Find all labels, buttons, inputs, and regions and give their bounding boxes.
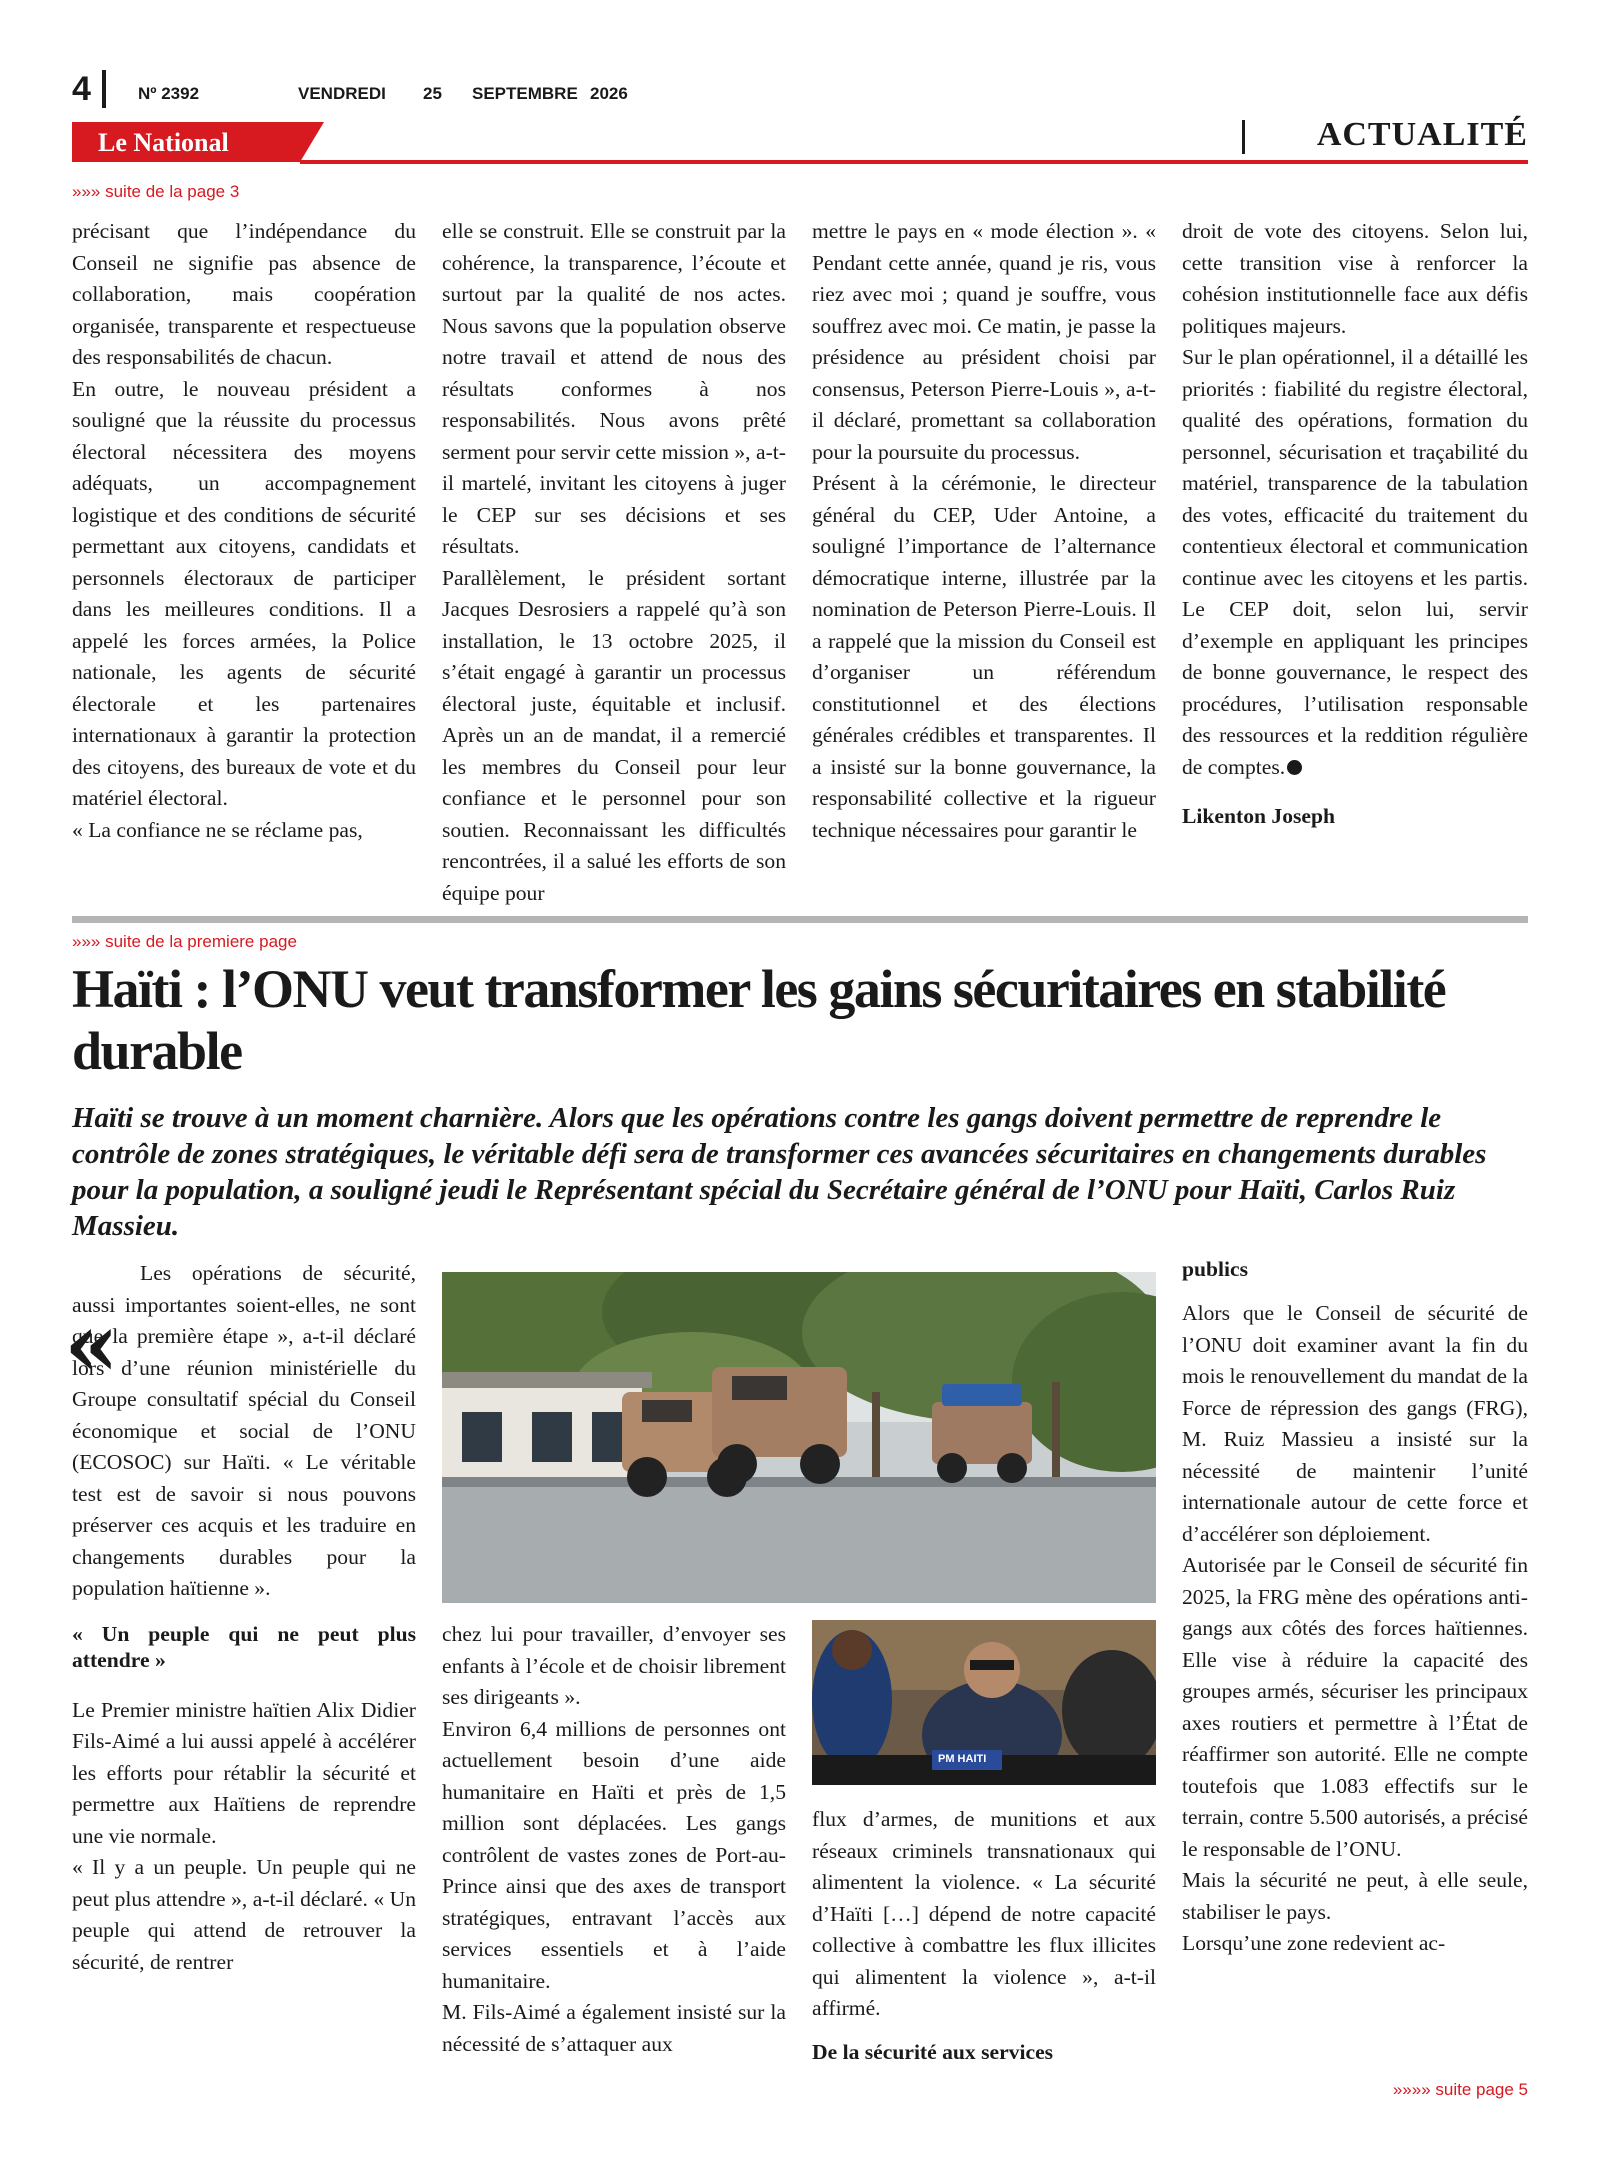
- issue-month: SEPTEMBRE: [472, 84, 578, 103]
- main-article-column-4: [1182, 1256, 1528, 2056]
- speaker-photo: [812, 1620, 1156, 1785]
- paragraph: « Il y a un peuple. Un peuple qui ne peut plus attendre », a-t-il déclaré. « Un peuple qui attend de retrouver la sécurité, de rentrer: [72, 1855, 416, 1974]
- issue-date-day: 25: [423, 84, 442, 103]
- page-number-divider: [102, 70, 106, 108]
- paragraph: Présent à la cérémonie, le directeur général du CEP, Uder Antoine, a souligné l’importance de l’alternance démocratique interne, illustrée par la nomination de Peterson Pierre-Louis. Il a rappelé que la mission du Conseil est d’organiser un référendum constitutionnel et des élections générales crédibles et transparentes. Il a insisté sur la bonne gouvernance, la responsabilité collective et la rigueur technique nécessaires pour garantir le: [812, 471, 1156, 842]
- continued-on-label: »»»» suite page 5: [1392, 2080, 1528, 2099]
- section-divider: [1242, 120, 1245, 154]
- paragraph: Autorisée par le Conseil de sécurité fin 2025, la FRG mène des opérations anti-gangs aux côtés des forces haïtiennes. Elle vise à réduire la capacité des groupes armés, sécuriser les principaux axes routiers et permettre à l’État de réaffirmer son autorité. Elle ne compte toutefois que 1.083 effectifs sur le terrain, contre 5.500 autorisés, a précisé le responsable de l’ONU.: [1182, 1553, 1528, 1861]
- main-article-column-1: [72, 1258, 416, 2078]
- main-article-column-2: [442, 1619, 786, 2079]
- armored-vehicles-photo: [442, 1272, 1156, 1603]
- paragraph: En outre, le nouveau président a souligné que la réussite du processus électoral nécessitera des moyens adéquats, un accompagnement logistique et des conditions de sécurité permettant aux citoyens, candidats et personnels électoraux de participer dans les meilleures conditions. Il a appelé les forces armées, la Police nationale, les agents de sécurité électorale et les partenaires internationaux à garantir la protection des citoyens, des bureaux de vote et du matériel électoral.: [72, 376, 416, 810]
- paragraph: mettre le pays en « mode élection ». « Pendant cette année, quand je ris, vous riez avec moi ; quand je souffre, vous souffrez avec moi. Ce matin, je passe la présidence au président choisi par consensus, Peterson Pierre-Louis », a-t-il déclaré, promettant sa collaboration pour la poursuite du processus.: [812, 219, 1156, 464]
- paragraph: elle se construit. Elle se construit par la cohérence, la transparence, l’écoute et surtout par la qualité de nos actes. Nous savons que la population observe notre travail et attend de nous des résultats conformes à nos responsabilités. Nous avons prêté serment pour servir cette mission », a-t-il martelé, invitant les citoyens à juger le CEP sur ses décisions et ses résultats.: [442, 219, 786, 558]
- paragraph: Environ 6,4 millions de personnes ont actuellement besoin d’une aide humanitaire en Haïti et près de 1,5 million sont déplacées. Les gangs contrôlent de vastes zones de Port-au-Prince ainsi que des axes de transport stratégiques, entravant l’accès aux services essentiels et à l’aide humanitaire.: [442, 1716, 786, 1993]
- nameplate-label: PM HAITI: [938, 1753, 987, 1765]
- continued-from-label: »»» suite de la page 3: [72, 182, 240, 201]
- paragraph: précisant que l’indépendance du Conseil ne signifie pas absence de collaboration, mais coopération organisée, transparente et respectueuse des responsabilités de chacun.: [72, 219, 416, 369]
- issue-day: VENDREDI: [298, 84, 386, 103]
- issue-number: Nº 2392: [138, 84, 200, 103]
- paragraph-text: Sur le plan opérationnel, il a détaillé les priorités : fiabilité du registre électoral, qualité des opérations, formation du personnel, sécurisation et traçabilité du matériel, transparence de la tabulation des votes, efficacité du traitement du contentieux électoral et communication continue avec les citoyens et les partis. Le CEP doit, selon lui, servir d’exemple en appliquant les principes de bonne gouvernance, le respect des procédures, l’utilisation responsable des ressources et la reddition régulière de comptes.: [1182, 345, 1528, 779]
- paragraph: Lorsqu’une zone redevient ac-: [1182, 1931, 1446, 1955]
- paragraph: Alors que le Conseil de sécurité de l’ONU doit examiner avant la fin du mois le renouvellement du mandat de la Force de répression des gangs (FRG), M. Ruiz Massieu a insisté sur la nécessité de maintenir l’unité internationale autour de cette force et d’accélérer son déploiement.: [1182, 1301, 1528, 1546]
- end-of-article-icon: [1287, 760, 1302, 775]
- subheading: « Un peuple qui ne peut plus attendre »: [72, 1621, 416, 1672]
- top-article-column-2: [442, 216, 786, 912]
- armored-vehicles-image: [442, 1272, 1156, 1603]
- article-lede: Haïti se trouve à un moment charnière. Alors que les opérations contre les gangs doivent permettre de reprendre le contrôle de zones stratégiques, le véritable défi sera de transformer ces avancées sécuritaires en changements durables pour la population, a souligné jeudi le Représentant spécial du Secrétaire général de l’ONU pour Haïti, Carlos Ruiz Massieu.: [72, 1102, 1487, 1242]
- main-article-column-3: [812, 1804, 1156, 2079]
- paragraph: chez lui pour travailler, d’envoyer ses enfants à l’école et de choisir librement ses dirigeants ».: [442, 1622, 786, 1709]
- header-rule: [300, 160, 1528, 164]
- brand-name: Le National: [98, 128, 229, 157]
- paragraph: Parallèlement, le président sortant Jacques Desrosiers a rappelé qu’à son installation, le 13 octobre 2025, il s’était engagé à garantir un processus électoral juste, équitable et inclusif. Après un an de mandat, il a remercié les membres du Conseil pour leur confiance et le personnel pour son soutien. Reconnaissant les difficultés rencontrées, il a salué les efforts de son équipe pour: [442, 565, 786, 905]
- article-divider: [72, 916, 1528, 923]
- paragraph: droit de vote des citoyens. Selon lui, cette transition vise à renforcer la cohésion institutionnelle face aux défis politiques majeurs.: [1182, 219, 1528, 338]
- top-article-column-4: [1182, 216, 1528, 912]
- section-title: ACTUALITÉ: [1316, 116, 1528, 153]
- paragraph: Le Premier ministre haïtien Alix Didier Fils-Aimé a lui aussi appelé à accélérer les efforts pour rétablir la sécurité et permettre aux Haïtiens de reprendre une vie normale.: [72, 1697, 416, 1848]
- paragraph: flux d’armes, de munitions et aux réseaux criminels transnationaux qui alimentent la violence. « La sécurité d’Haïti […] dépend de notre capacité collective à combattre les flux illicites qui alimentent la violence », a-t-il affirmé.: [812, 1807, 1156, 2020]
- paragraph: [1182, 342, 1528, 783]
- continued-from-label: »»» suite de la premiere page: [72, 932, 297, 951]
- brand-banner-tip: [300, 122, 324, 162]
- top-article-column-3: [812, 216, 1156, 912]
- article-headline: Haïti : l’ONU veut transformer les gains sécuritaires en stabilité durable: [72, 959, 1446, 1081]
- paragraph: Mais la sécurité ne peut, à elle seule, stabiliser le pays.: [1182, 1868, 1528, 1924]
- page-number: 4: [72, 70, 91, 108]
- subheading-continued: publics: [1182, 1257, 1249, 1281]
- paragraph: « La confiance ne se réclame pas,: [72, 817, 363, 842]
- intro-paragraph: Les opérations de sécurité, aussi importantes soient-elles, ne sont que la première étape », a-t-il déclaré lors d’une réunion ministérielle du Groupe consultatif spécial du Conseil économique et social de l’ONU (ECOSOC) sur Haïti. « Le véritable test est de savoir si nous pouvons préserver ces acquis et les traduire en changements durables pour la population haïtienne ».: [72, 1261, 416, 1600]
- author-byline: Likenton Joseph: [1182, 804, 1336, 828]
- drop-quote-mark: «: [64, 1292, 119, 1396]
- issue-year: 2026: [590, 84, 628, 103]
- top-article-column-1: [72, 216, 416, 912]
- paragraph: M. Fils-Aimé a également insisté sur la nécessité de s’attaquer aux: [442, 2000, 786, 2056]
- subheading: De la sécurité aux services: [812, 2039, 1054, 2064]
